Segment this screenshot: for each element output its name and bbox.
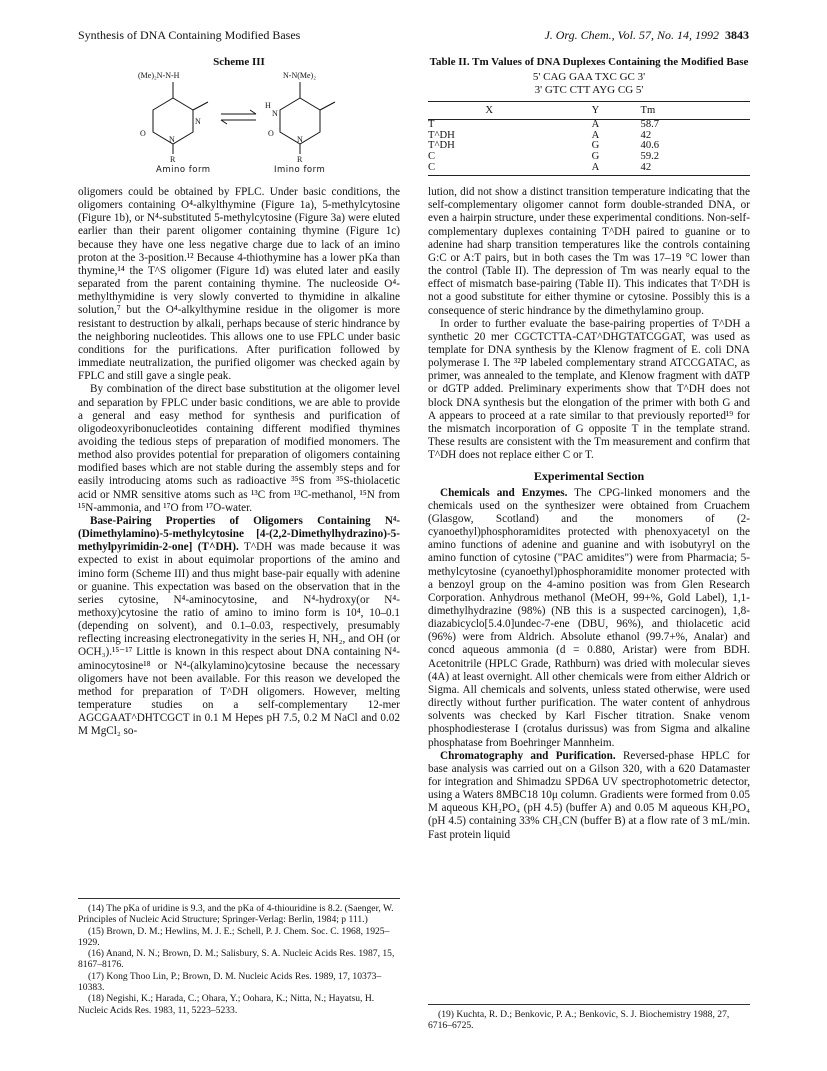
column-header: Y bbox=[550, 102, 640, 120]
running-header bbox=[78, 28, 749, 44]
paragraph: lution, did not show a distinct transition temperature indicating that the self-complementary oligomer cannot form double-stranded DNA, or even a hairpin structure, under these experimental conditions. Non-self-complementary duplexes containing T^DH paired to guanine or to adenine had sharp transition temperatures like the controls containing G:C or A:T pairs, but in both cases the Tm was 17–19 °C lower than the control (Table II). The depression of Tm was nearly equal to the effect of mismatch base-pairing (Table II). This indicates that T^DH is not a good substitute for either thymine or cytosine. Possibly this is a consequence of steric hindrance by the dimethylamino group. bbox=[428, 186, 750, 317]
amino-substituent: (Me)₂N-N-H bbox=[138, 71, 180, 80]
table-caption: Table II. Tm Values of DNA Duplexes Containing the Modified Base bbox=[429, 56, 749, 68]
svg-text:N: N bbox=[195, 117, 201, 126]
left-column bbox=[78, 56, 400, 739]
section-body: T^DH was made because it was expected to exist in about equimolar proportions of the amino and imino form (Scheme III) and thus might base-pair equally with adenine or guanine. This expectation was based on the observation that in the series cytosine, N⁴-aminocytosine, and N⁴-hydroxy(or N⁴-methoxy)cytosine the ratio of amino to imino form is 10⁴, 10–0.1 (depending on solvent), and 0.1–0.03, respectively, presumably reflecting increasing electronegativity in the series H, NH₂, and OH (or OCH₃).¹⁵⁻¹⁷ Little is known in this respect about DNA containing N⁴-aminocytosine¹⁸ or N⁴-(alkylamino)cytosine because the necessary oligomers have not been available. For this reason we developed the method for preparation of T^DH oligomers. However, melting temperature studies on a self-complementary 12-mer AGCGAAT^DHTCGCT in 0.1 M Hepes pH 7.5, 0.2 M NaCl and 0.02 M MgCl₂ so- bbox=[78, 541, 400, 738]
column-header: X bbox=[428, 102, 550, 120]
scheme-title: Scheme III bbox=[213, 56, 265, 68]
table-header-row bbox=[428, 102, 750, 120]
table-row bbox=[428, 120, 750, 131]
amino-form-label: Amino form bbox=[156, 165, 211, 175]
svg-text:N: N bbox=[272, 109, 278, 118]
duplex-sequence bbox=[428, 71, 750, 97]
table-row bbox=[428, 152, 750, 163]
section-paragraph bbox=[78, 515, 400, 739]
cell-y: G bbox=[591, 150, 600, 162]
chemicals-paragraph bbox=[428, 487, 750, 750]
right-footnotes bbox=[428, 1004, 750, 1032]
paragraph: In order to further evaluate the base-pairing properties of T^DH a synthetic 20 mer CGCTCTTA-CAT^DHGTATCGGAT, was used as template for DNA synthesis by the Klenow fragment of E. coli DNA polymerase I. The ³²P labeled complementary strand ATCCGATAC, as primer, was annealed to the template, and Klenow fragment with dATP or dGTP added. Preliminary experiments show that T^DH does not block DNA synthesis but the elongation of the primer with both G and A appears to proceed at a rate similar to that previously reported¹⁹ for the mismatch incorporation of G opposite T in the template strand. These results are consistent with the Tm measurement and confirm that T^DH does not replace either C or T. bbox=[428, 317, 750, 462]
journal-citation: J. Org. Chem., Vol. 57, No. 14, 1992 bbox=[544, 28, 719, 42]
table-row bbox=[428, 131, 750, 142]
duplex-bottom-strand: 3' GTC CTT AYG CG 5' bbox=[534, 84, 644, 96]
svg-text:H: H bbox=[265, 101, 271, 110]
svg-text:N: N bbox=[297, 135, 303, 144]
footnote: (16) Anand, N. N.; Brown, D. M.; Salisbury, S. A. Nucleic Acids Res. 1987, 15, 8167–8176. bbox=[78, 948, 395, 971]
chromatography-paragraph bbox=[428, 750, 750, 842]
footnote: (19) Kuchta, R. D.; Benkovic, P. A.; Benkovic, S. J. Biochemistry 1988, 27, 6716–6725. bbox=[428, 1009, 730, 1032]
paragraph: By combination of the direct base substitution at the oligomer level and separation by FPLC under basic conditions, we are able to provide a general and easy method for synthesis and purification of oligodeoxyribonucleotides containing different modified thymines avoiding the tedious steps of preparation of modified monomers. The method also provides potential for preparation of oligomers containing modified bases which are not stable during the assembly steps and for easily introducing atoms such as radioactive ³⁵S from ³⁵S-thiolacetic acid or NMR sensitive atoms such as ¹³C from ¹³C-methanol, ¹⁵N from ¹⁵N-ammonia, and ¹⁷O from ¹⁷O-water. bbox=[78, 383, 400, 514]
cell-y: A bbox=[550, 163, 640, 176]
cell-x: C bbox=[428, 150, 436, 162]
cell-x: T bbox=[428, 119, 435, 131]
cell-tm: 59.2 bbox=[640, 150, 660, 162]
chemicals-body: The CPG-linked monomers and the chemicals used on the synthesizer were obtained from Cruachem (Glasgow, Scotland) and the monomers of (2-cyanoethyl)phosphoramidites protected with phenoxyacetyl on the amino functions of adenine and guanine and with isobutyryl on the amino function of cytosine ("PAC amidites") were from Pharmacia; 5-methylcytosine (cyanoethyl)phosphoramidite monomer protected with a benzoyl group on the 4-amino position was from Glen Research Corporation. Anhydrous methanol (MeOH, 99+%, Gold Label), 1,1-dimethylhydrazine (98%) (NB this is a suspected carcinogen), 1,8-diazabicyclo[5.4.0]undec-7-ene (DBU, 96%), and thiolacetic acid (96%) were from Aldrich. Absolute ethanol (99.7+%, Analar) and concd aqueous ammonia (d = 0.880, Aristar) were from BDH. Acetonitrile (HPLC Grade, Rathburn) was dried with molecular sieves (4A) at least overnight. All other chemicals were from either Aldrich or Sigma. All chemicals and solvents, unless stated otherwise, were used directly without further purification. The water content of anhydrous solvents was checked by Karl Fischer titration. Snake venom phosphodiesterase I (crotalus durissus) was from Sigma and alkaline phosphatase from Boehringer Mannheim. bbox=[428, 486, 750, 749]
cell-tm: 58.7 bbox=[640, 119, 660, 131]
tautomer-structures bbox=[78, 68, 400, 164]
header-title: Synthesis of DNA Containing Modified Bases bbox=[78, 28, 301, 42]
svg-text:N: N bbox=[169, 135, 175, 144]
cell-y: A bbox=[591, 129, 600, 141]
cell-tm: 40.6 bbox=[640, 140, 660, 152]
svg-text:O: O bbox=[140, 129, 146, 138]
table-ii bbox=[428, 56, 750, 176]
right-column bbox=[428, 56, 750, 842]
header-journal bbox=[544, 28, 749, 43]
column-header: Tm bbox=[641, 102, 750, 120]
chromatography-body: Reversed-phase HPLC for base analysis was carried out on a Gilson 320, with a 620 Datamaster for integration and Shimadzu SPD6A UV spectrophotometric detector, using a Waters 8MBC18 10μ column. Gradients were formed from 0.05 M aqueous KH₂PO₄ (pH 4.5) (buffer A) and 0.05 M aqueous KH₂PO₄ (pH 4.5) containing 33% CH₃CN (buffer B) at a flow rate of 3 mL/min. Fast protein liquid bbox=[428, 749, 750, 841]
chromatography-heading: Chromatography and Purification. bbox=[440, 749, 616, 762]
imino-substituent: N-N(Me)₂ bbox=[283, 71, 316, 80]
duplex-top-strand: 5' CAG GAA TXC GC 3' bbox=[532, 71, 646, 83]
svg-text:O: O bbox=[268, 129, 274, 138]
section-heading: Base-Pairing Properties of Oligomers Containing N⁴-(Dimethylamino)-5-methylcytosine [4-(2,2-Dimethylhydrazino)-5-methylpyrimidin-2-one] (T^DH). bbox=[78, 514, 400, 554]
table-row bbox=[428, 163, 750, 176]
svg-text:R: R bbox=[170, 155, 176, 164]
cell-x: T^DH bbox=[428, 129, 455, 141]
chemicals-heading: Chemicals and Enzymes. bbox=[440, 486, 568, 499]
footnote: (17) Kong Thoo Lin, P.; Brown, D. M. Nucleic Acids Res. 1989, 17, 10373–10383. bbox=[78, 970, 382, 994]
cell-y: G bbox=[591, 140, 600, 152]
cell-y: A bbox=[591, 119, 600, 131]
paragraph: oligomers could be obtained by FPLC. Under basic conditions, the oligomers containing O⁴-alkylthymine (Figure 1a), 5-methylcytosine (Figure 1b), or N⁴-substituted 5-methylcytosine (Figure 3a) were eluted earlier than their parent oligomer containing thymine (Figure 1c) because they have one less negative charge due to lack of an imino proton at the 3-position.¹² Because 4-thiothymine has a lower pKa than thymine,¹⁴ the T^S oligomer (Figure 1d) was eluted later and easily separated from the parent containing thymine. The nucleoside O⁴-methylthymidine is very slowly converted to thymidine in alkaline solution,⁷ but the O⁴-alkylthymine residue in the oligomer is more resistant to destruction by alkali, perhaps because of steric hindrance by the neighboring nucleotides. This allows one to use FPLC under basic conditions for the purifications. After purification followed by immediate neutralization, the purified oligomer was checked again by FPLC and still gave a single peak. bbox=[78, 186, 400, 383]
page-number: 3843 bbox=[725, 28, 749, 42]
left-footnotes bbox=[78, 898, 400, 1016]
cell-x: C bbox=[428, 163, 550, 176]
tm-table bbox=[428, 101, 750, 176]
footnote: (18) Negishi, K.; Harada, C.; Ohara, Y.; Oohara, K.; Nitta, N.; Hayatsu, H. Nucleic Acids Res. 1983, 11, 5223–5233. bbox=[78, 993, 375, 1016]
scheme-iii bbox=[78, 56, 400, 184]
cell-x: T^DH bbox=[428, 140, 455, 152]
cell-tm: 42 bbox=[640, 129, 652, 141]
experimental-heading: Experimental Section bbox=[533, 469, 645, 484]
table-row bbox=[428, 141, 750, 152]
imino-form-label: Imino form bbox=[274, 165, 326, 175]
footnote: (14) The pKa of uridine is 9.3, and the pKa of 4-thiouridine is 8.2. (Saenger, W. Principles of Nucleic Acid Structure; Springer-Verlag: Berlin, 1984; p 111.) bbox=[78, 903, 394, 926]
cell-tm: 42 bbox=[641, 163, 750, 176]
footnote: (15) Brown, D. M.; Hewlins, M. J. E.; Schell, P. J. Chem. Soc. C. 1968, 1925–1929. bbox=[78, 925, 390, 948]
svg-text:R: R bbox=[297, 155, 303, 164]
